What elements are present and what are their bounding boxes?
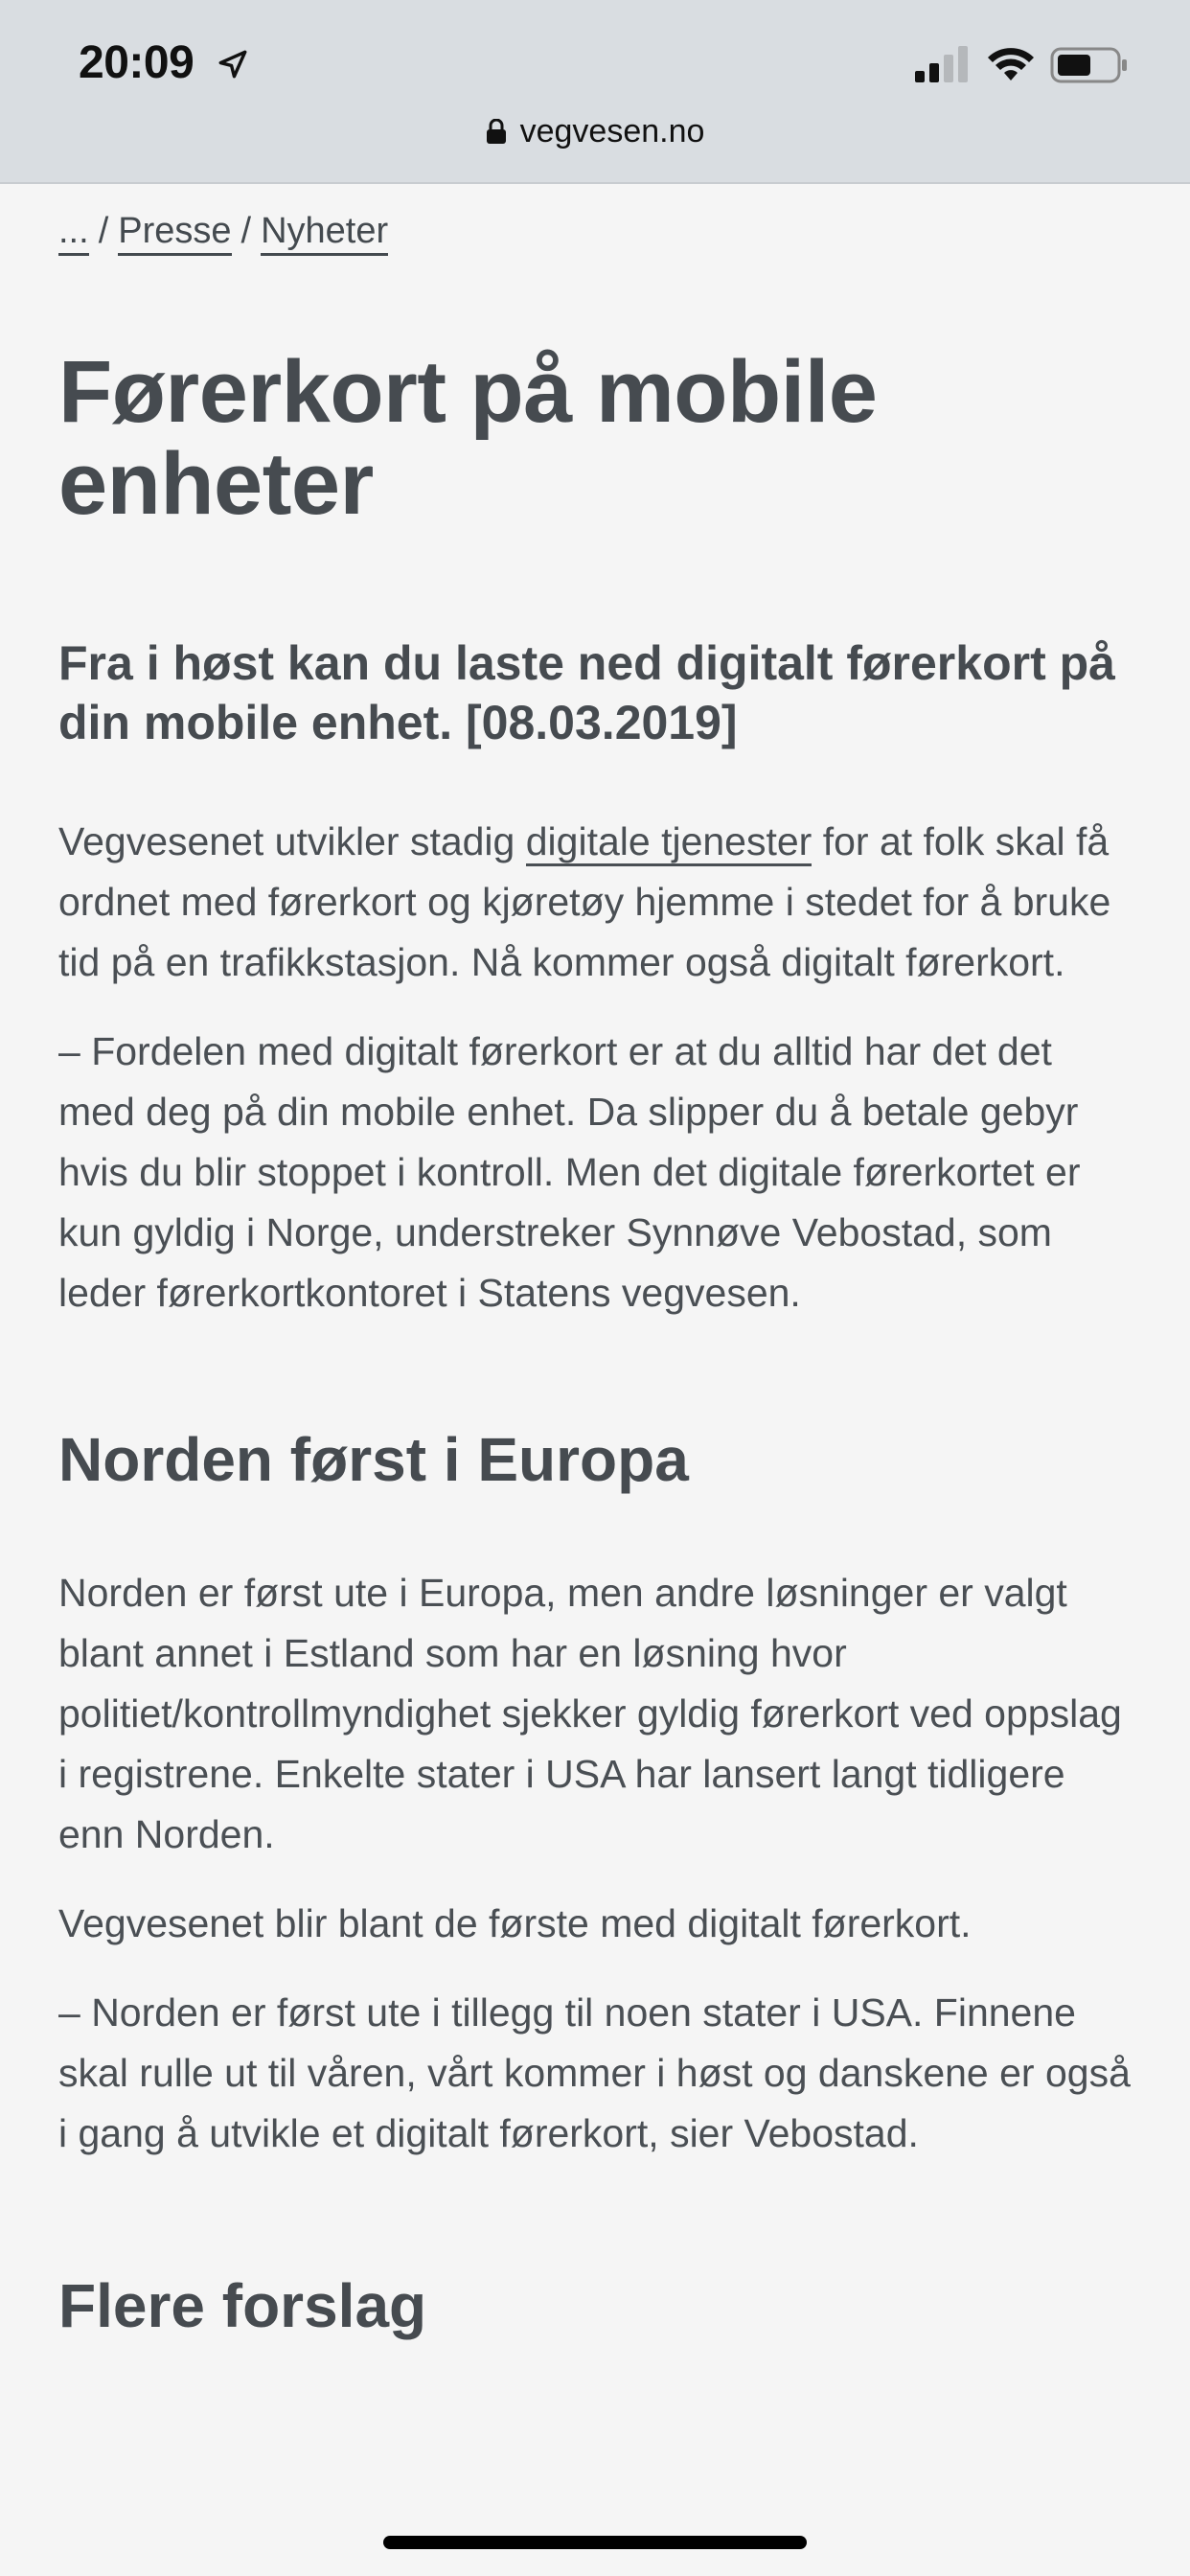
paragraph-5: – Norden er først ute i tillegg til noen stater i USA. Finnene skal rulle ut til våren, vårt kommer i høst og danskene er også i gang å utvikle et digitalt førerkort, sier Vebostad.: [58, 1990, 1131, 2155]
wifi-icon: [987, 46, 1035, 82]
cellular-signal-icon: [915, 46, 971, 82]
clock: 20:09: [79, 37, 195, 88]
location-arrow-icon: [217, 48, 249, 80]
breadcrumb-item-ellipsis[interactable]: ...: [58, 211, 89, 256]
url-text: vegvesen.no: [519, 113, 705, 150]
battery-icon: [1050, 46, 1129, 84]
address-bar[interactable]: [0, 113, 1190, 150]
breadcrumb-item-presse[interactable]: Presse: [118, 211, 231, 256]
section-heading-norden: Norden først i Europa: [58, 1425, 689, 1494]
paragraph-1: [58, 812, 1132, 993]
status-bar: [0, 0, 1190, 184]
breadcrumb-item-nyheter[interactable]: Nyheter: [261, 211, 388, 256]
paragraph-2: – Fordelen med digitalt førerkort er at du alltid har det det med deg på din mobile enhet. Da slipper du å betale gebyr hvis du blir stoppet i kontroll. Men det digitale førerkortet er kun gyldig i Norge, understreker Synnøve Vebostad, som leder førerkortkontoret i Statens vegvesen.: [58, 1029, 1081, 1315]
lock-icon: [486, 119, 507, 144]
digitale-tjenester-link[interactable]: digitale tjenester: [526, 819, 812, 866]
lead-paragraph: Fra i høst kan du laste ned digitalt førerkort på din mobile enhet. [08.03.2019]: [58, 636, 1115, 749]
breadcrumb-separator: /: [98, 211, 109, 251]
page-title: Førerkort på mobile enheter: [58, 343, 878, 533]
paragraph-1-start: Vegvesenet utvikler stadig: [58, 819, 526, 863]
breadcrumb: [58, 211, 1132, 252]
paragraph-3: Norden er først ute i Europa, men andre løsninger er valgt blant annet i Estland som har en løsning hvor politiet/kontrollmyndighet sjekker gyldig førerkort ved oppslag i registrene. Enkelte stater i USA har lansert langt tidligere enn Norden.: [58, 1571, 1122, 1856]
home-indicator[interactable]: [383, 2536, 807, 2549]
paragraph-4: Vegvesenet blir blant de første med digitalt førerkort.: [58, 1901, 972, 1945]
article-content: [58, 182, 1132, 2340]
section-heading-flere-forslag: Flere forslag: [58, 2271, 427, 2340]
paragraph-1-end: for at folk skal få ordnet med førerkort og kjøretøy hjemme i stedet for å bruke tid på en trafikkstasjon. Nå kommer også digitalt førerkort.: [58, 819, 1111, 984]
breadcrumb-separator: /: [240, 211, 252, 251]
